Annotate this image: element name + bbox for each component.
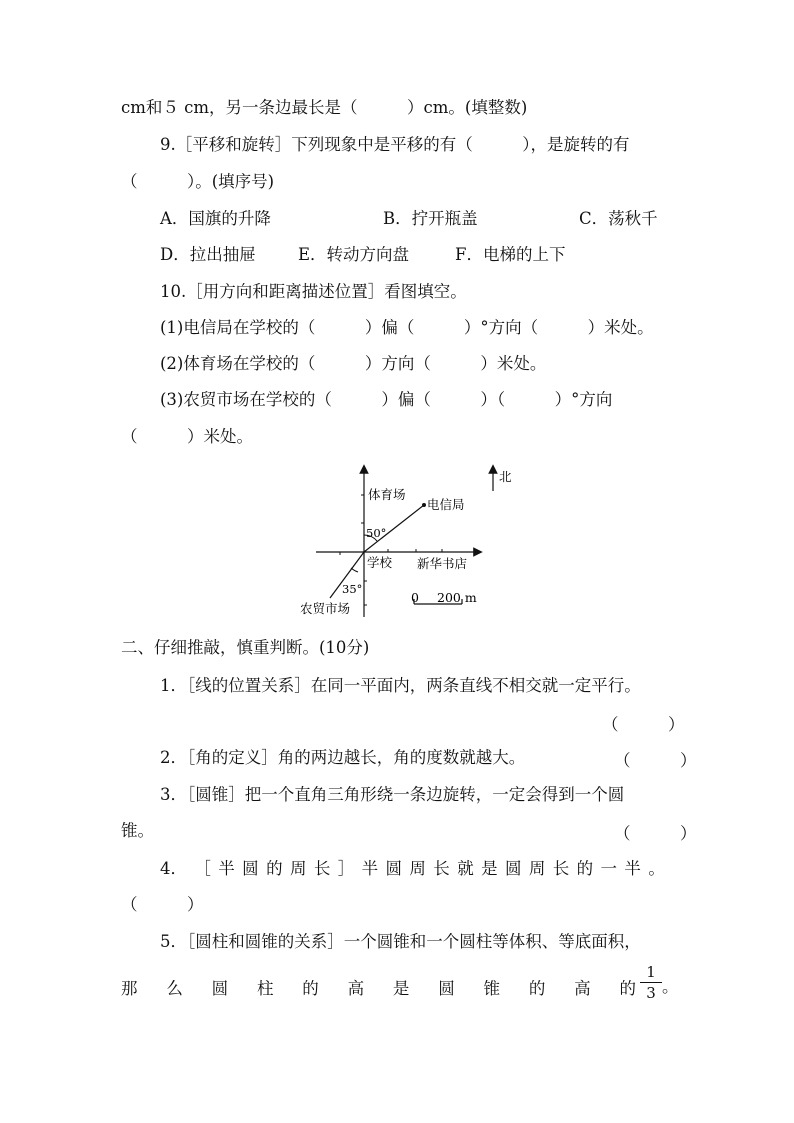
judgment-5-continued — [121, 975, 636, 999]
judgment-4-char: 就 — [457, 859, 474, 878]
fraction-denominator: 3 — [646, 984, 656, 1002]
judgment-3-continued: 锥。 — [121, 821, 154, 840]
question-10-stem: 10.［用方向和距离描述位置］看图填空。 — [160, 282, 467, 301]
judgment-4-char: 半 — [361, 859, 379, 878]
judgment-4 — [160, 855, 665, 879]
judgment-4-char: 长 — [433, 859, 450, 878]
judgment-4-char: 长 — [552, 859, 570, 878]
judgment-4-char: 半 — [218, 859, 235, 878]
bookstore-label: 新华书店 — [417, 556, 468, 571]
judgment-5-char: 锥 — [483, 979, 500, 998]
judgment-5-char: 圆 — [211, 979, 229, 998]
angle-35-arc — [351, 568, 358, 572]
judgment-4-char: 圆 — [242, 859, 259, 878]
judgment-5-char: 高 — [574, 979, 591, 998]
market-label: 农贸市场 — [300, 601, 351, 616]
judgment-5-char: 圆 — [438, 979, 455, 998]
judgment-4-char: ［ — [194, 859, 211, 878]
judgment-5-char: 的 — [302, 979, 319, 998]
question-10-part-3: (3)农贸市场在学校的（ ）偏（ ）（ ）°方向 — [160, 390, 613, 409]
angle-35-label: 35° — [342, 582, 363, 596]
fraction-one-third — [640, 963, 662, 1002]
q9-option-b: B．拧开瓶盖 — [383, 209, 478, 228]
q9-option-e: E．转动方向盘 — [298, 245, 410, 264]
q9-option-c: C．荡秋千 — [579, 209, 658, 228]
judgment-1: 1．［线的位置关系］在同一平面内，两条直线不相交就一定平行。 — [160, 676, 641, 695]
judgment-4-answer-blank: （ ） — [121, 895, 204, 914]
question-10-part-3-continued: （ ）米处。 — [121, 427, 253, 446]
q9-option-a: A．国旗的升降 — [160, 209, 271, 228]
question-9-stem: 9.［平移和旋转］下列现象中是平移的有（ ），是旋转的有 — [160, 135, 630, 154]
judgment-5-char: 柱 — [256, 979, 274, 998]
telecom-point — [422, 503, 426, 507]
judgment-4-char: 周 — [289, 859, 307, 878]
judgment-4-char: 的 — [576, 859, 594, 878]
judgment-4-char: 周 — [409, 859, 426, 878]
question-10-part-2: (2)体育场在学校的（ ）方向（ ）米处。 — [160, 354, 547, 373]
judgment-4-char: 周 — [528, 859, 546, 878]
judgment-3: 3．［圆锥］把一个直角三角形绕一条边旋转，一定会得到一个圆 — [160, 785, 625, 804]
angle-50-label: 50° — [366, 526, 387, 540]
judgment-4-char: 是 — [481, 859, 498, 878]
q9-option-f: F．电梯的上下 — [455, 245, 566, 264]
north-label: 北 — [499, 469, 512, 484]
scale-value-label: 200 m — [437, 590, 477, 605]
judgment-5-char: 高 — [347, 979, 365, 998]
judgment-5-char: 么 — [166, 979, 183, 998]
judgment-5-char: 的 — [619, 979, 636, 998]
judgment-4-char: 。 — [648, 859, 665, 878]
judgment-2: 2．［角的定义］角的两边越长，角的度数就越大。 — [160, 748, 526, 767]
scale-zero-label: 0 — [411, 590, 419, 605]
question-9-stem-continued: （ ）。(填序号) — [121, 172, 275, 191]
question-8-continuation: cm和５ cm，另一条边最长是（ ）cm。(填整数) — [121, 98, 528, 117]
judgment-4-char: 4． — [160, 859, 187, 878]
judgment-2-answer-blank: （ ） — [614, 751, 697, 770]
section-2-heading: 二、仔细推敲，慎重判断。(10分) — [121, 638, 370, 657]
judgment-4-char: 半 — [624, 859, 641, 878]
judgment-4-char: 圆 — [385, 859, 403, 878]
judgment-4-char: 圆 — [504, 859, 522, 878]
fraction-numerator: 1 — [640, 963, 662, 983]
telecom-label: 电信局 — [427, 497, 465, 512]
judgment-5-char: 是 — [392, 979, 410, 998]
judgment-4-char: 一 — [600, 859, 618, 878]
stadium-label: 体育场 — [368, 487, 406, 502]
judgment-5-char: 的 — [528, 979, 546, 998]
judgment-5-period: 。 — [662, 977, 679, 996]
q9-option-d: D．拉出抽屉 — [160, 245, 256, 264]
school-label: 学校 — [367, 555, 393, 570]
judgment-4-char: 长 — [313, 859, 331, 878]
judgment-5-char: 那 — [121, 979, 138, 998]
judgment-3-answer-blank: （ ） — [614, 824, 697, 843]
judgment-4-char: ］ — [337, 859, 355, 878]
judgment-5: 5．［圆柱和圆锥的关系］一个圆锥和一个圆柱等体积、等底面积， — [160, 932, 641, 951]
judgment-4-char: 的 — [266, 859, 283, 878]
question-10-part-1: (1)电信局在学校的（ ）偏（ ）°方向（ ）米处。 — [160, 318, 654, 337]
direction-diagram — [300, 455, 530, 625]
judgment-1-answer-blank: （ ） — [602, 715, 685, 734]
